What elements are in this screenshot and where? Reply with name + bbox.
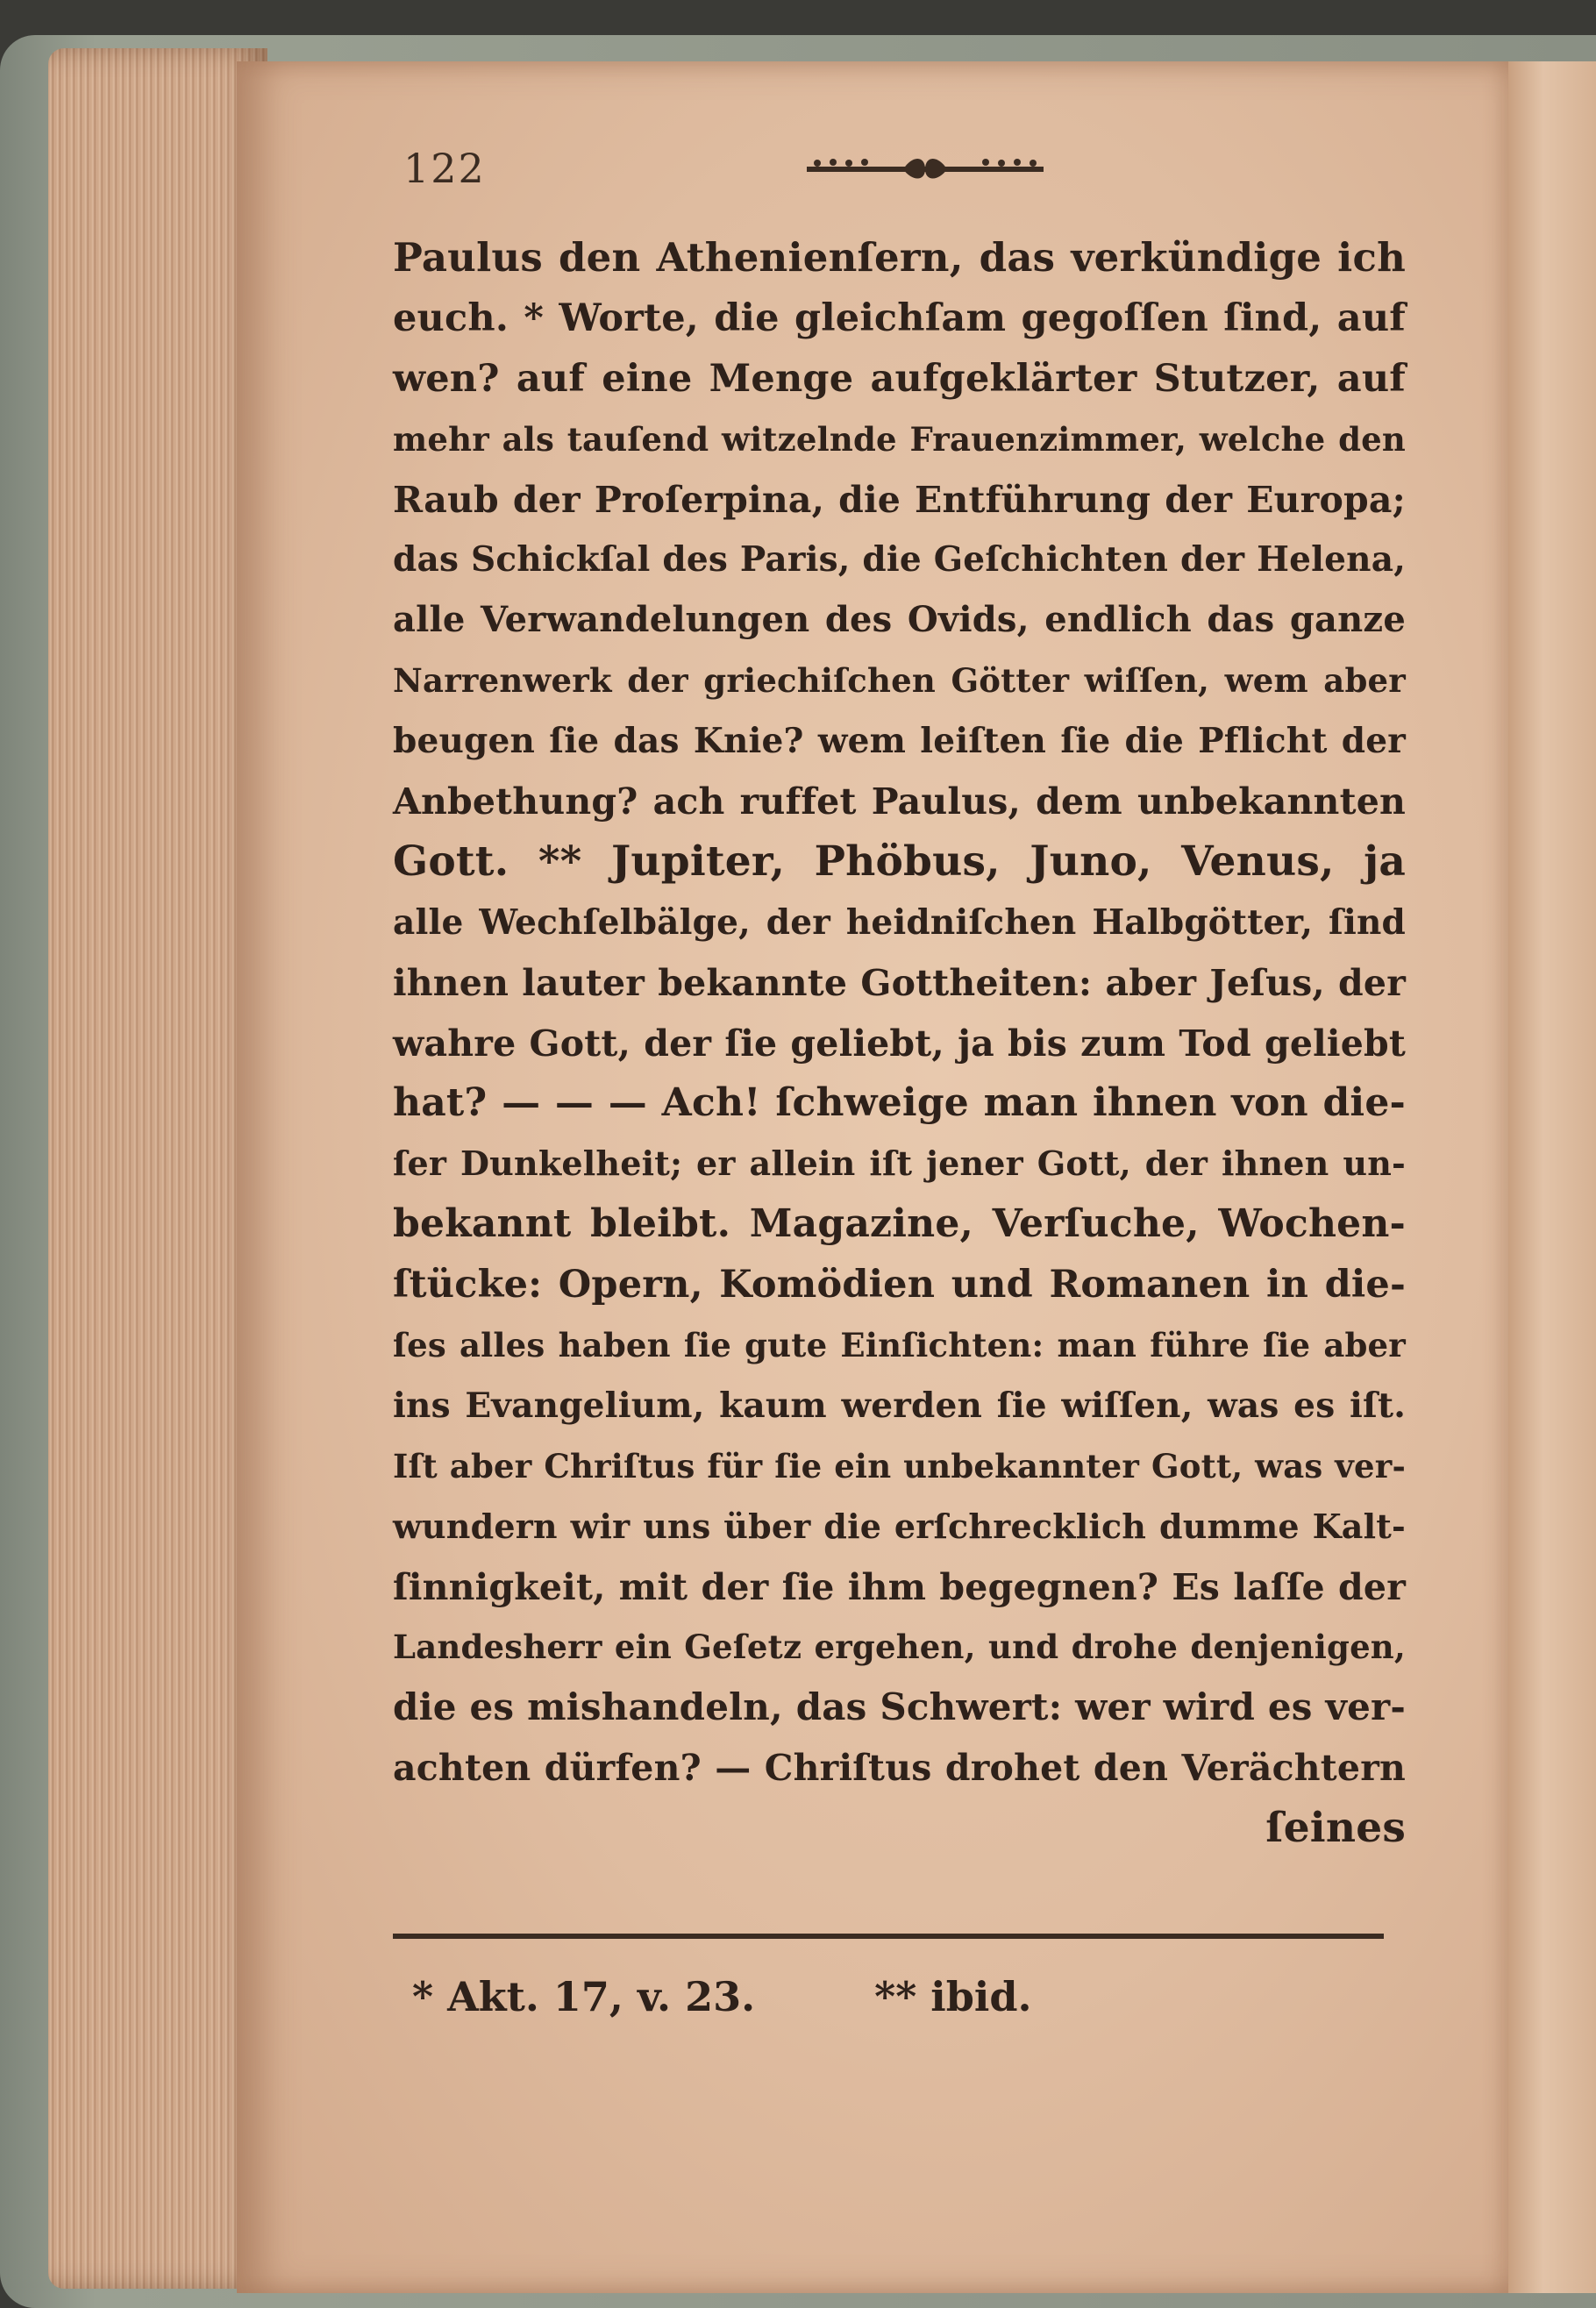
- text-line: Iſt aber Chriſtus für ſie ein unbekannter Gott, was ver-: [393, 1446, 1406, 1485]
- text-line: das Schickſal des Paris, die Geſchichten der Helena,: [393, 539, 1406, 581]
- facing-page-edge: [1508, 61, 1596, 2293]
- text-line: wen? auf eine Menge aufgeklärter Stutzer, auf: [393, 356, 1406, 401]
- text-line: hat? — — — Ach! ſchweige man ihnen von die-: [393, 1080, 1406, 1126]
- text-line: beugen ſie das Knie? wem leiſten ſie die Pflicht der: [393, 721, 1406, 762]
- text-line: wahre Gott, der ſie geliebt, ja bis zum Tod geliebt: [393, 1022, 1406, 1065]
- page-number: 122: [403, 145, 486, 192]
- text-line: Raub der Proſerpina, die Entführung der Europa;: [393, 478, 1406, 521]
- text-line: Paulus den Athenienſern, das verkündige ich: [393, 234, 1406, 281]
- text-line: Narrenwerk der griechiſchen Götter wiſſen, wem aber: [393, 661, 1406, 701]
- text-line: ſer Dunkelheit; er allein iſt jener Gott, der ihnen un-: [393, 1143, 1406, 1184]
- text-line: wundern wir uns über die erſchrecklich dumme Kalt-: [393, 1506, 1406, 1546]
- text-line: mehr als tauſend witzelnde Frauenzimmer, welche den: [393, 419, 1406, 459]
- footnote-2: ** ibid.: [874, 1973, 1032, 2020]
- page-stack-edges: [48, 48, 267, 2289]
- footnote-divider: [393, 1934, 1384, 1939]
- footnotes: [412, 1973, 1377, 2020]
- text-line: ihnen lauter bekannte Gottheiten: aber Jeſus, der: [393, 961, 1406, 1004]
- body-text: [393, 228, 1406, 1859]
- text-line: alle Verwandelungen des Ovids, endlich das ganze: [393, 599, 1406, 641]
- text-line: achten dürfen? — Chriſtus drohet den Verächtern: [393, 1747, 1406, 1790]
- text-line: ins Evangelium, kaum werden ſie wiſſen, was es iſt.: [393, 1385, 1406, 1426]
- text-line: ſtücke: Opern, Komödien und Romanen in die-: [393, 1263, 1406, 1307]
- text-line: alle Wechſelbälge, der heidniſchen Halbgötter, ſind: [393, 901, 1406, 943]
- header-ornament-icon: [807, 155, 1044, 182]
- text-line: ſinnigkeit, mit der ſie ihm begegnen? Es laſſe der: [393, 1565, 1406, 1608]
- text-line: ſeines: [1265, 1804, 1406, 1853]
- text-line: Landesherr ein Geſetz ergehen, und drohe denjenigen,: [393, 1628, 1406, 1667]
- text-line: euch. * Worte, die gleichſam gegoſſen ſind, auf: [393, 296, 1406, 340]
- text-line: die es mishandeln, das Schwert: wer wird es ver-: [393, 1685, 1406, 1729]
- page-header: [403, 145, 1368, 206]
- text-line: Anbethung? ach ruffet Paulus, dem unbekannten: [393, 780, 1406, 823]
- footnote-1: * Akt. 17, v. 23.: [412, 1973, 756, 2020]
- text-line: Gott. ** Jupiter, Phöbus, Juno, Venus, ja: [393, 837, 1406, 886]
- text-line: bekannt bleibt. Magazine, Verſuche, Wochen-: [393, 1201, 1406, 1247]
- text-line: ſes alles haben ſie gute Einſichten: man führe ſie aber: [393, 1326, 1406, 1365]
